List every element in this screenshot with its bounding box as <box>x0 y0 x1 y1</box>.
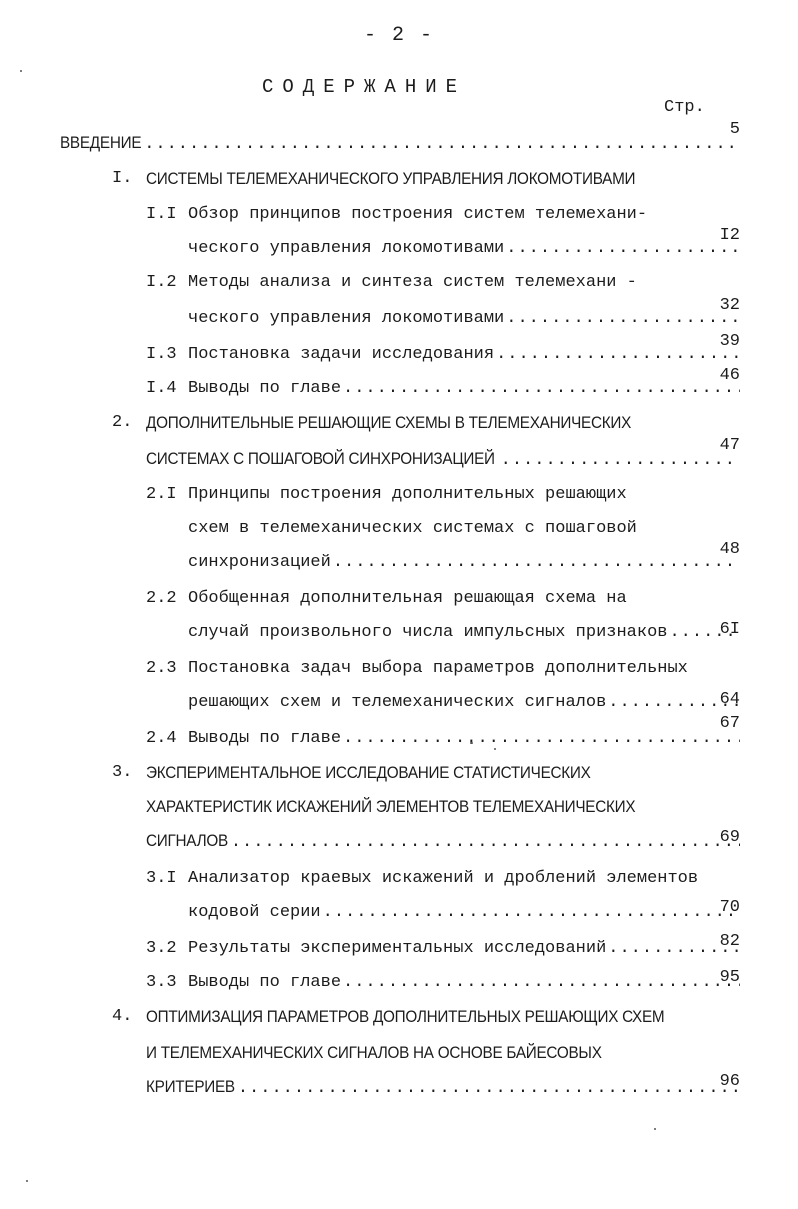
toc-page-number: 32 <box>719 296 740 315</box>
toc-entry-text: ДОПОЛНИТЕЛЬНЫЕ РЕШАЮЩИЕ СХЕМЫ В ТЕЛЕМЕХАНИЧЕСКИХ <box>146 413 632 432</box>
toc-entry-number: 3.3 <box>146 973 177 992</box>
toc-entry-text: Анализатор краевых искажений и дроблений элементов <box>188 869 699 888</box>
toc-entry-line <box>188 236 740 262</box>
toc-page-number: 46 <box>719 366 740 385</box>
toc-entry-text: Обобщенная дополнительная решающая схема на <box>188 589 627 608</box>
toc-entry-line <box>146 828 740 854</box>
toc-entry-line <box>146 446 740 472</box>
toc-entry-text: кодовой серии <box>188 903 321 922</box>
toc-entry-text: Выводы по главе <box>188 729 342 748</box>
toc-page-number: 64 <box>719 690 740 709</box>
toc-entry-number: 3.I <box>146 869 177 888</box>
toc-page-number: 70 <box>719 898 740 917</box>
page-title: СОДЕРЖАНИЕ <box>262 76 467 98</box>
toc-leader-dots <box>238 1076 740 1102</box>
page-column-label: Стр. <box>664 98 705 117</box>
toc-entry-number: I.3 <box>146 345 177 364</box>
toc-entry-line <box>146 270 637 296</box>
toc-entry-line <box>112 410 636 436</box>
toc-entry-text: Постановка задачи исследования <box>188 345 495 364</box>
toc-page-number: 39 <box>719 332 740 351</box>
toc-page-number: 69 <box>719 828 740 847</box>
toc-entry-line <box>188 620 740 646</box>
toc-entry-line <box>146 202 648 228</box>
toc-entry-line <box>146 376 740 402</box>
toc-entry-text: ХАРАКТЕРИСТИК ИСКАЖЕНИЙ ЭЛЕМЕНТОВ ТЕЛЕМЕХАНИЧЕСКИХ <box>146 797 636 816</box>
toc-entry-text: СИСТЕМЫ ТЕЛЕМЕХАНИЧЕСКОГО УПРАВЛЕНИЯ ЛОКОМОТИВАМИ <box>146 169 636 188</box>
toc-entry-text: КРИТЕРИЕВ <box>146 1077 235 1096</box>
toc-entry-text: схем в телемеханических системах с пошаговой <box>188 519 637 538</box>
toc-entry-text: Выводы по главе <box>188 973 342 992</box>
toc-entry-number: 2.2 <box>146 589 177 608</box>
toc-entry-text: Принципы построения дополнительных решающих <box>188 485 627 504</box>
toc-page-number: 48 <box>719 540 740 559</box>
toc-entry-number: 2.I <box>146 485 177 504</box>
toc-entry-number: 4. <box>112 1007 133 1026</box>
toc-entry-number: 3.2 <box>146 939 177 958</box>
toc-page-number: 82 <box>719 932 740 951</box>
toc-entry-text: СИСТЕМАХ С ПОШАГОВОЙ СИНХРОНИЗАЦИЕЙ <box>146 449 495 468</box>
toc-page-number: 6I <box>719 620 740 639</box>
toc-entry-number: 3. <box>112 763 133 782</box>
toc-entry-line <box>188 900 740 926</box>
toc-entry-line <box>112 1004 670 1030</box>
toc-entry-text: ческого управления локомотивами <box>188 309 505 328</box>
toc-leader-dots <box>323 900 740 926</box>
toc-entry-number: I. <box>112 169 133 188</box>
toc-entry-line <box>188 550 740 576</box>
toc-entry-line <box>188 516 637 542</box>
toc-entry-number: 2. <box>112 413 133 432</box>
toc-entry-text: Результаты экспериментальных исследований <box>188 939 607 958</box>
toc-entry-line <box>146 970 740 996</box>
toc-entry-text: ВВЕДЕНИЕ <box>60 133 142 152</box>
toc-page-number: 95 <box>719 968 740 987</box>
toc-entry-text: синхронизацией <box>188 553 331 572</box>
toc-entry-line <box>112 760 596 786</box>
toc-entry-line <box>146 866 699 892</box>
toc-entry-text: Методы анализа и синтеза систем телемехани - <box>188 273 637 292</box>
toc-entry-line <box>188 306 740 332</box>
toc-entry-text: ОПТИМИЗАЦИЯ ПАРАМЕТРОВ ДОПОЛНИТЕЛЬНЫХ РЕШАЮЩИХ СХЕМ <box>146 1007 665 1026</box>
toc-entry-text: ЭКСПЕРИМЕНТАЛЬНОЕ ИССЛЕДОВАНИЕ СТАТИСТИЧЕСКИХ <box>146 763 591 782</box>
toc-entry-line <box>146 656 688 682</box>
toc-entry-text: случай произвольного числа импульсных признаков <box>188 623 668 642</box>
toc-entry-line <box>146 794 641 820</box>
toc-leader-dots <box>333 550 740 576</box>
toc-entry-number: I.I <box>146 205 177 224</box>
toc-entry-line <box>146 936 740 962</box>
toc-leader-dots <box>231 830 740 856</box>
toc-entry-number: 2.3 <box>146 659 177 678</box>
toc-page-number: 96 <box>719 1072 740 1091</box>
toc-entry-line <box>146 342 740 368</box>
toc-entry-text: ческого управления локомотивами <box>188 239 505 258</box>
toc-entry-number: I.4 <box>146 379 177 398</box>
toc-entry-number: 2.4 <box>146 729 177 748</box>
toc-entry-line <box>146 1074 740 1100</box>
toc-entry-line <box>112 166 641 192</box>
toc-entry-text: СИГНАЛОВ <box>146 831 228 850</box>
toc-entry-text: И ТЕЛЕМЕХАНИЧЕСКИХ СИГНАЛОВ НА ОСНОВЕ БАЙЕСОВЫХ <box>146 1043 602 1062</box>
toc-entry-line <box>146 726 740 752</box>
toc-entry-line <box>188 690 740 716</box>
toc-page-number: I2 <box>719 226 740 245</box>
toc-entry-text: решающих схем и телемеханических сигналов <box>188 693 607 712</box>
toc-entry-line <box>146 1040 607 1066</box>
toc-page-number: 47 <box>719 436 740 455</box>
page-number: - 2 - <box>363 24 434 47</box>
toc-page-number: 67 <box>719 714 740 733</box>
toc-entry-text: Постановка задач выбора параметров дополнительных <box>188 659 688 678</box>
toc-entry-text: Обзор принципов построения систем телемехани- <box>188 205 648 224</box>
toc-entry-number: I.2 <box>146 273 177 292</box>
toc-page-number: 5 <box>729 120 740 139</box>
toc-leader-dots <box>144 132 740 158</box>
toc-entry-text: Выводы по главе <box>188 379 342 398</box>
toc-entry-line <box>146 586 627 612</box>
toc-entry-line <box>146 482 627 508</box>
toc-entry-line <box>60 130 740 156</box>
